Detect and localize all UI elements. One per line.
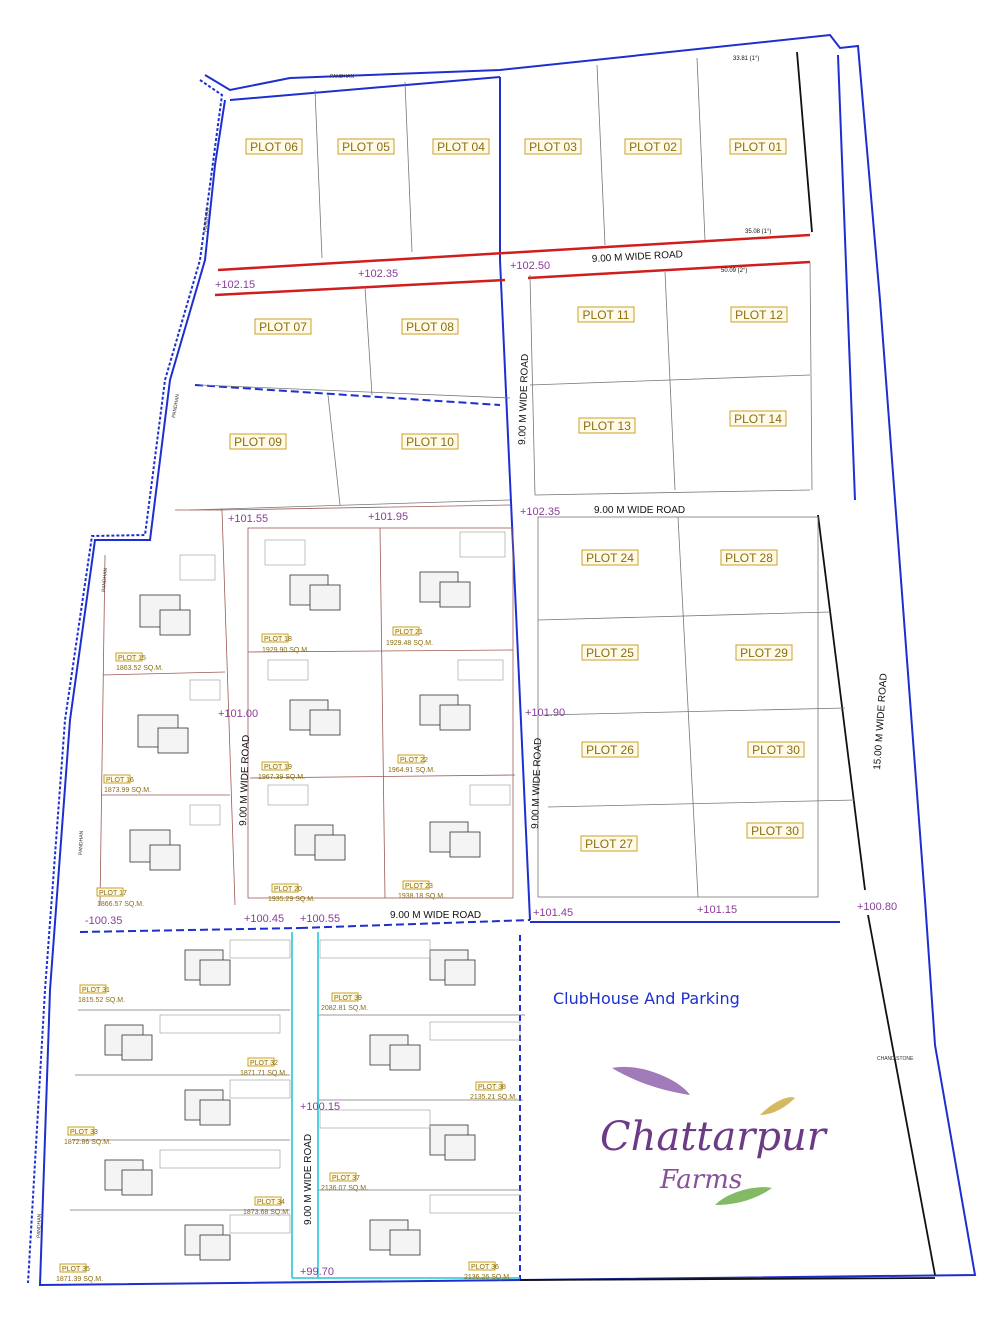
small-plot[interactable] (321, 1173, 368, 1192)
level-marker: +101.45 (533, 907, 574, 919)
svg-text:PLOT 13: PLOT 13 (583, 419, 631, 433)
level-marker: +101.00 (218, 708, 259, 720)
svg-text:PLOT 11: PLOT 11 (582, 308, 630, 322)
plot-label[interactable] (338, 139, 394, 154)
svg-text:PLOT 33: PLOT 33 (70, 1129, 98, 1136)
svg-text:PLOT 24: PLOT 24 (586, 551, 634, 565)
svg-text:PLOT 03: PLOT 03 (529, 140, 577, 154)
svg-text:PLOT 31: PLOT 31 (82, 987, 110, 994)
svg-text:PLOT 08: PLOT 08 (406, 320, 454, 334)
plot-label[interactable] (246, 139, 302, 154)
svg-text:PLOT 30: PLOT 30 (751, 824, 799, 838)
plot-label[interactable] (433, 139, 489, 154)
svg-text:PLOT 25: PLOT 25 (586, 646, 634, 660)
svg-text:PLOT 04: PLOT 04 (437, 140, 485, 154)
svg-text:PLOT 02: PLOT 02 (629, 140, 677, 154)
plot-label[interactable] (582, 742, 638, 757)
svg-text:PANDHAN: PANDHAN (36, 1213, 43, 1239)
svg-text:1967.39 SQ.M.: 1967.39 SQ.M. (258, 774, 306, 781)
svg-text:1929.90 SQ.M.: 1929.90 SQ.M. (262, 647, 310, 654)
small-plot[interactable] (262, 634, 309, 654)
small-plot[interactable] (258, 762, 305, 781)
svg-text:1929.48 SQ.M.: 1929.48 SQ.M. (386, 640, 434, 647)
svg-text:PLOT 26: PLOT 26 (586, 743, 634, 757)
svg-text:PLOT 35: PLOT 35 (62, 1266, 90, 1273)
svg-text:1866.57 SQ.M.: 1866.57 SQ.M. (97, 901, 145, 908)
svg-text:PLOT 38: PLOT 38 (478, 1084, 506, 1091)
svg-text:50.09 (2°): 50.09 (2°) (721, 268, 748, 274)
svg-text:PLOT 14: PLOT 14 (734, 412, 782, 426)
svg-text:PLOT 18: PLOT 18 (264, 636, 292, 643)
small-plot[interactable] (386, 627, 433, 647)
svg-text:PLOT 12: PLOT 12 (735, 308, 783, 322)
small-plot[interactable] (116, 653, 163, 672)
road-labels (238, 249, 890, 1225)
svg-text:1873.68 SQ.M.: 1873.68 SQ.M. (243, 1209, 291, 1216)
svg-text:PLOT 21: PLOT 21 (395, 629, 423, 636)
svg-text:PANDHAN: PANDHAN (171, 393, 182, 419)
plot-label[interactable] (579, 418, 635, 433)
road-label: 9.00 M WIDE ROAD (517, 353, 532, 446)
road-label: 9.00 M WIDE ROAD (591, 249, 684, 265)
plot-label[interactable] (581, 836, 637, 851)
plot-label[interactable] (582, 550, 638, 565)
brand-logo (600, 1067, 829, 1205)
svg-text:1935.29 SQ.M.: 1935.29 SQ.M. (268, 896, 316, 903)
small-plot[interactable] (104, 775, 151, 794)
plot-label[interactable] (402, 434, 458, 449)
plot-label[interactable] (625, 139, 681, 154)
small-plot[interactable] (388, 755, 435, 774)
svg-text:PLOT 30: PLOT 30 (752, 743, 800, 757)
svg-text:PLOT 23: PLOT 23 (405, 883, 433, 890)
svg-text:Farms: Farms (660, 1165, 743, 1195)
svg-text:PLOT 27: PLOT 27 (585, 837, 633, 851)
road-label: 9.00 M WIDE ROAD (238, 734, 253, 827)
plot-label[interactable] (748, 742, 804, 757)
plot-label[interactable] (730, 411, 786, 426)
road-edges-black (520, 52, 935, 1280)
level-marker: +102.15 (215, 279, 256, 291)
small-plot[interactable] (321, 993, 368, 1012)
svg-text:PLOT 34: PLOT 34 (257, 1199, 285, 1206)
level-marker: -100.35 (85, 915, 123, 927)
svg-text:CHAND STONE: CHAND STONE (877, 1056, 914, 1062)
level-marker: +100.80 (857, 901, 898, 913)
svg-text:PANDHAN: PANDHAN (78, 830, 85, 856)
svg-text:Chattarpur: Chattarpur (600, 1114, 826, 1160)
svg-text:1938.18 SQ.M.: 1938.18 SQ.M. (398, 893, 446, 900)
level-marker: +101.90 (525, 707, 566, 719)
feather-icon (612, 1067, 690, 1095)
svg-text:PLOT 28: PLOT 28 (725, 551, 773, 565)
svg-text:PLOT 07: PLOT 07 (259, 320, 307, 334)
svg-text:1815.52 SQ.M.: 1815.52 SQ.M. (78, 997, 126, 1004)
plot-label[interactable] (525, 139, 581, 154)
svg-text:1871.39 SQ.M.: 1871.39 SQ.M. (56, 1276, 104, 1283)
svg-text:PLOT 17: PLOT 17 (99, 890, 127, 897)
level-marker: +100.55 (300, 913, 341, 925)
level-marker: +102.50 (510, 260, 551, 272)
small-plot[interactable] (64, 1127, 111, 1146)
svg-text:1872.86 SQ.M.: 1872.86 SQ.M. (64, 1139, 112, 1146)
svg-text:35.08 (1°): 35.08 (1°) (745, 229, 772, 235)
dimensions (721, 56, 771, 274)
svg-text:1863.52 SQ.M.: 1863.52 SQ.M. (116, 665, 164, 672)
level-marker: +101.95 (368, 511, 409, 523)
svg-text:PLOT 01: PLOT 01 (734, 140, 782, 154)
small-plot[interactable] (464, 1262, 511, 1281)
plot-label[interactable] (721, 550, 777, 565)
svg-text:PLOT 05: PLOT 05 (342, 140, 390, 154)
level-marker: +100.45 (244, 913, 285, 925)
svg-text:33.81 (1°): 33.81 (1°) (733, 56, 760, 62)
large-plot-labels (230, 139, 804, 851)
svg-text:2082.81 SQ.M.: 2082.81 SQ.M. (321, 1005, 369, 1012)
svg-text:1871.71 SQ.M.: 1871.71 SQ.M. (240, 1070, 288, 1077)
svg-text:PLOT 09: PLOT 09 (234, 435, 282, 449)
svg-text:1964.91 SQ.M.: 1964.91 SQ.M. (388, 767, 436, 774)
small-plot[interactable] (97, 888, 144, 908)
svg-text:PANDHAN: PANDHAN (330, 74, 355, 80)
svg-text:PLOT 10: PLOT 10 (406, 435, 454, 449)
svg-text:PLOT 29: PLOT 29 (740, 646, 788, 660)
clubhouse-label: ClubHouse And Parking (553, 989, 740, 1008)
plot-label[interactable] (730, 139, 786, 154)
svg-text:PLOT 22: PLOT 22 (400, 757, 428, 764)
plot-label[interactable] (255, 319, 311, 334)
svg-text:PLOT 36: PLOT 36 (471, 1264, 499, 1271)
road-label: 9.00 M WIDE ROAD (303, 1133, 314, 1225)
road-label: 9.00 M WIDE ROAD (390, 910, 482, 921)
level-marker: +99.70 (300, 1266, 334, 1278)
feather-icon (760, 1097, 795, 1115)
svg-text:PLOT 32: PLOT 32 (250, 1060, 278, 1067)
small-plot[interactable] (56, 1264, 103, 1283)
svg-text:2136.26 SQ.M.: 2136.26 SQ.M. (464, 1274, 512, 1281)
plot-label[interactable] (747, 823, 803, 838)
plot-label[interactable] (731, 307, 787, 322)
svg-text:PLOT 06: PLOT 06 (250, 140, 298, 154)
svg-text:PLOT 15: PLOT 15 (118, 655, 146, 662)
svg-text:1873.99 SQ.M.: 1873.99 SQ.M. (104, 787, 152, 794)
svg-text:2136.07 SQ.M.: 2136.07 SQ.M. (321, 1185, 369, 1192)
plot-label[interactable] (736, 645, 792, 660)
level-marker: +102.35 (358, 268, 399, 280)
svg-text:PLOT 39: PLOT 39 (334, 995, 362, 1002)
road-label: 9.00 M WIDE ROAD (594, 505, 686, 516)
small-plot[interactable] (398, 881, 445, 900)
svg-text:PANDHAN: PANDHAN (203, 207, 212, 233)
level-marker: +101.15 (697, 904, 738, 916)
svg-text:PLOT 19: PLOT 19 (264, 764, 292, 771)
small-plot[interactable] (470, 1082, 517, 1101)
small-plot[interactable] (240, 1058, 287, 1077)
small-plot[interactable] (268, 884, 315, 903)
svg-text:PANDHAN: PANDHAN (101, 567, 110, 593)
level-marker: +100.15 (300, 1101, 341, 1113)
svg-text:PLOT 16: PLOT 16 (106, 777, 134, 784)
small-plot[interactable] (243, 1197, 290, 1216)
svg-text:2135.21 SQ.M.: 2135.21 SQ.M. (470, 1094, 518, 1101)
plot-label[interactable] (402, 319, 458, 334)
road-label: 15.00 M WIDE ROAD (872, 672, 890, 771)
svg-text:PLOT 20: PLOT 20 (274, 886, 302, 893)
road-label: 9.00 M WIDE ROAD (530, 737, 545, 830)
plot-label[interactable] (578, 307, 634, 322)
small-plot[interactable] (78, 985, 125, 1004)
plot-label[interactable] (230, 434, 286, 449)
svg-text:PLOT 37: PLOT 37 (332, 1175, 360, 1182)
plot-label[interactable] (582, 645, 638, 660)
level-marker: +102.35 (520, 506, 561, 518)
level-marker: +101.55 (228, 513, 269, 525)
